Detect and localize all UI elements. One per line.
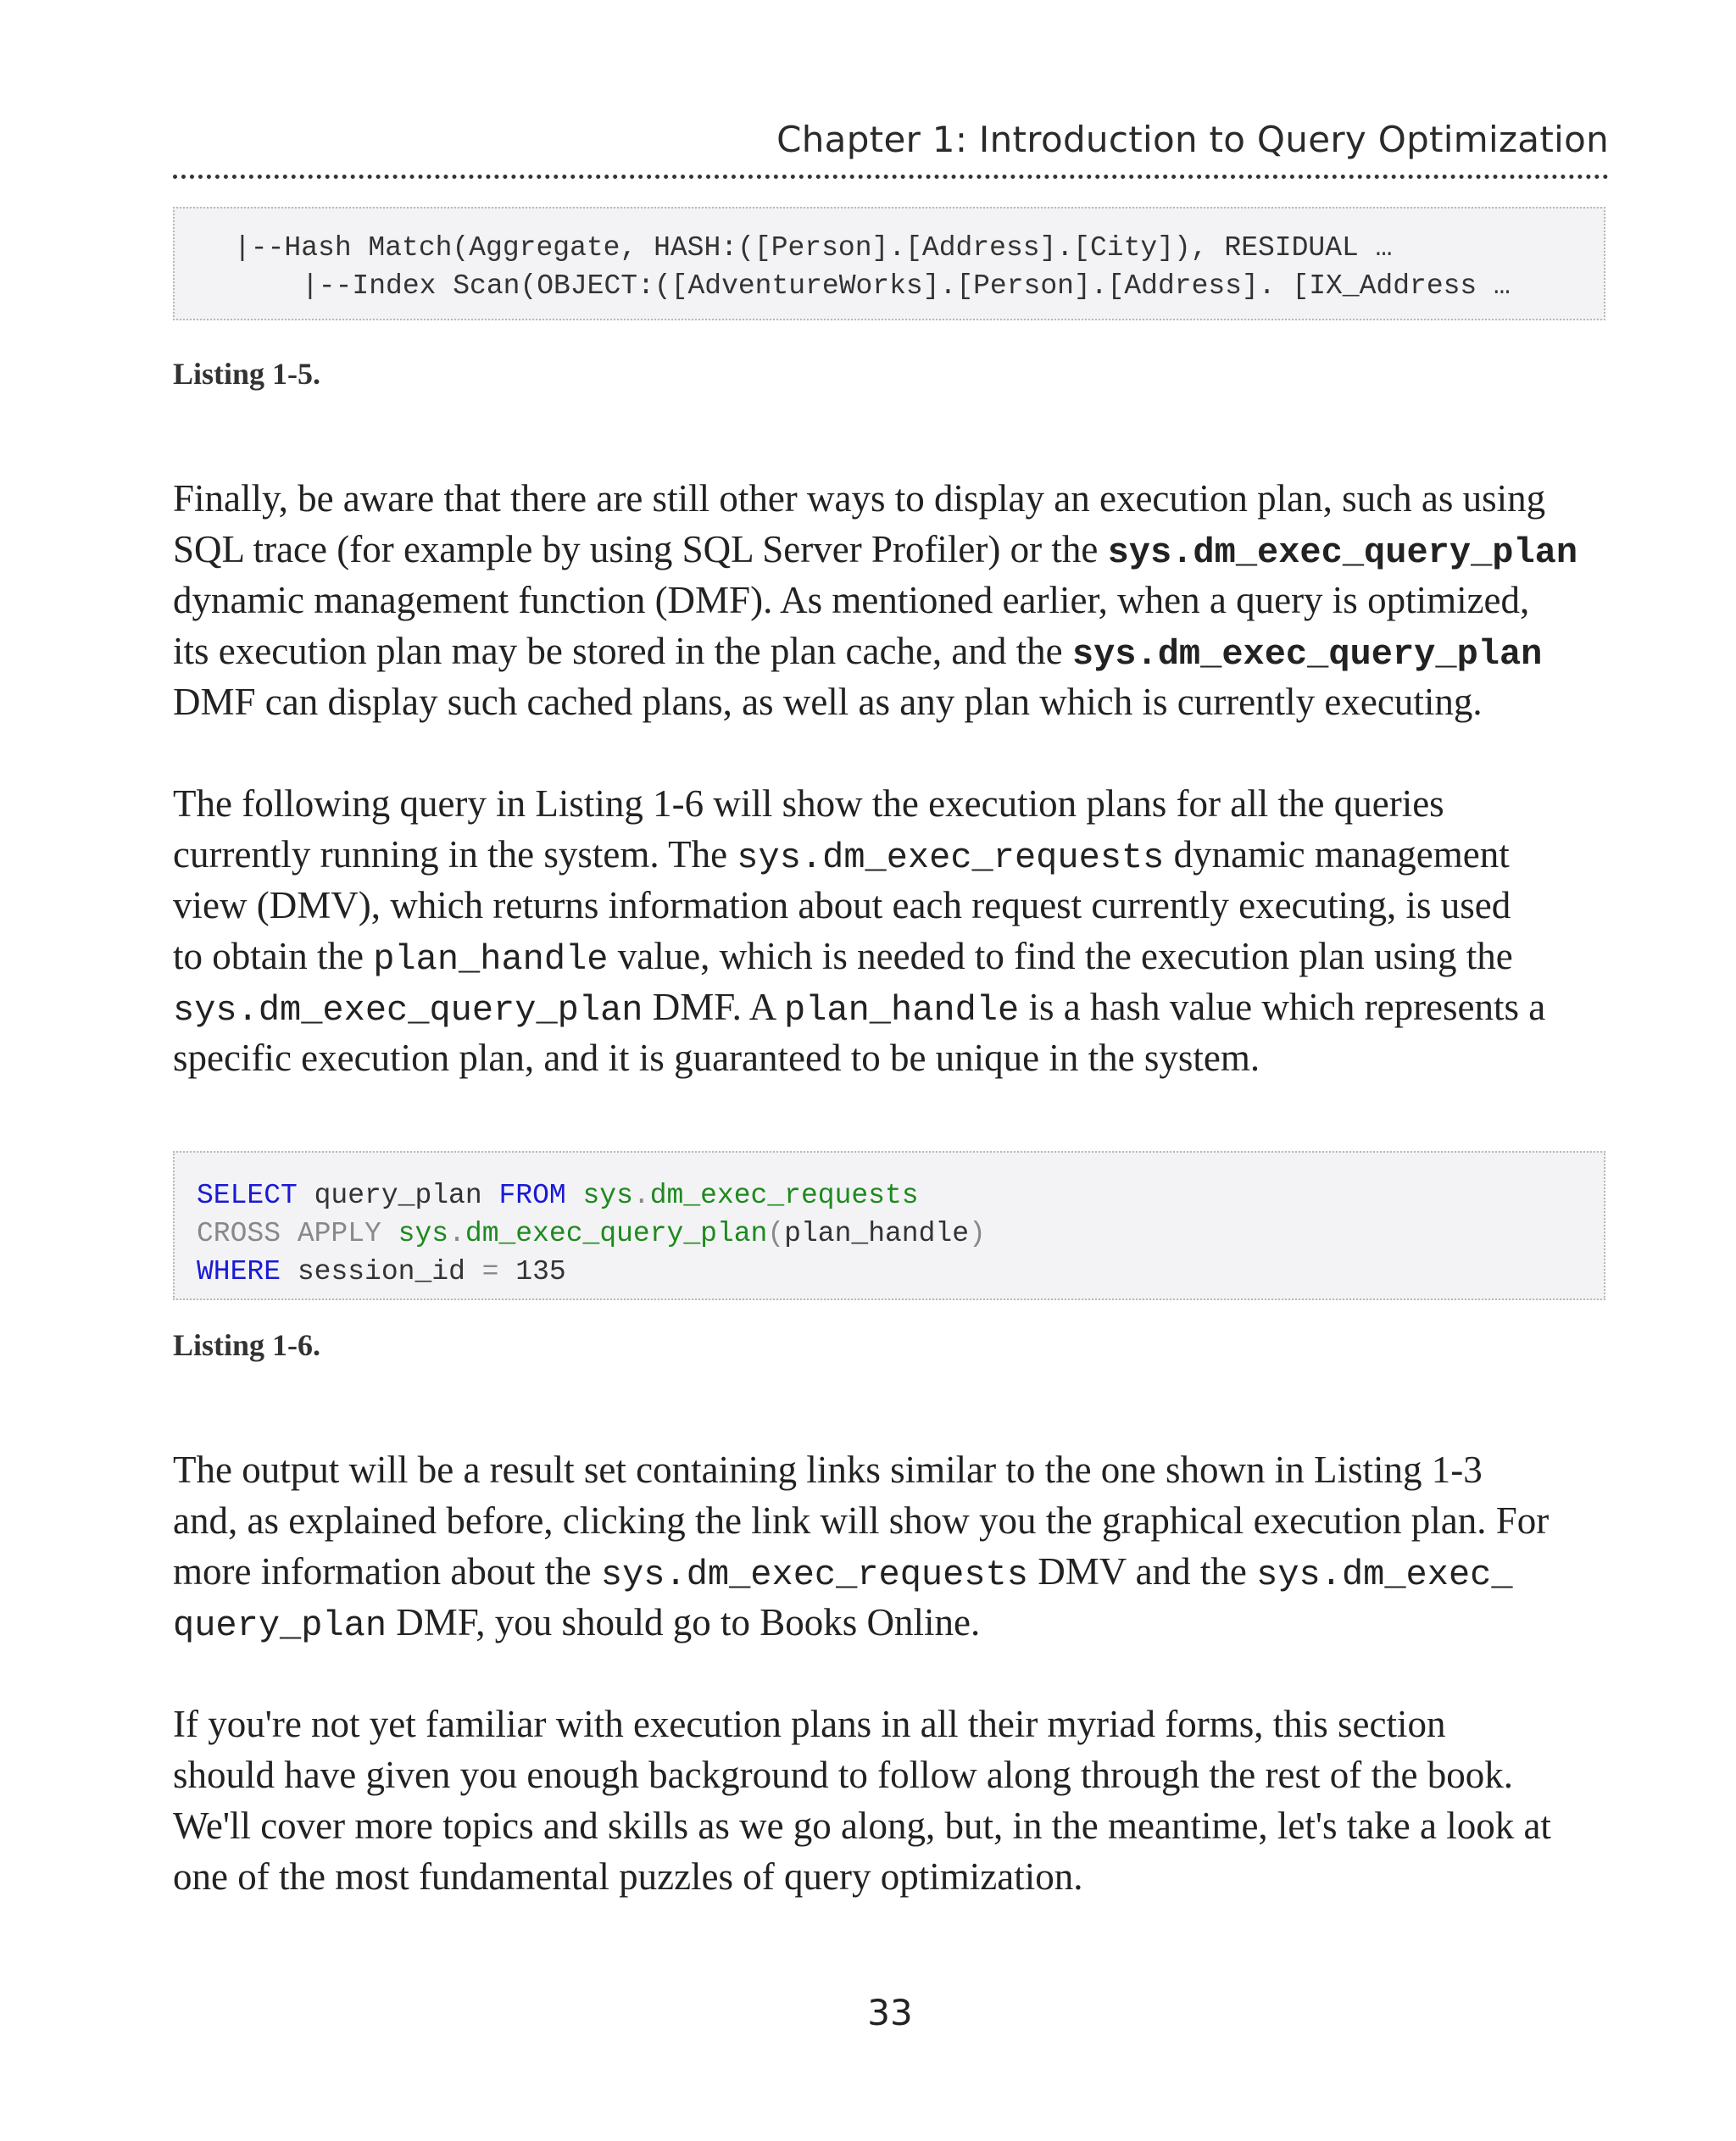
- code-line: |--Index Scan(OBJECT:([AdventureWorks].[Person].[Address]. [IX_Address …: [302, 270, 1511, 302]
- text-line: [173, 630, 1543, 675]
- text-run: its execution plan may be stored in the plan cache, and the: [173, 630, 1072, 672]
- inline-code-plan-handle: plan_handle: [373, 939, 609, 980]
- text-line: [173, 833, 1510, 878]
- sql-object: sys: [582, 1180, 633, 1211]
- sql-keyword: CROSS APPLY: [197, 1218, 381, 1249]
- text-run: SQL trace (for example by using SQL Server Profiler) or the: [173, 528, 1108, 570]
- code-punctuation: .: [448, 1218, 465, 1249]
- text-run: more information about the: [173, 1550, 601, 1593]
- text-run: DMF, you should go to Books Online.: [387, 1601, 981, 1643]
- text-line: [173, 1550, 1513, 1595]
- header-divider: [173, 175, 1609, 179]
- inline-code-dmv: sys.dm_exec_requests: [600, 1554, 1028, 1595]
- inline-code-dmf: sys.dm_exec_query_plan: [1071, 634, 1543, 675]
- sql-keyword: SELECT: [197, 1180, 298, 1211]
- code-punctuation: ): [969, 1218, 986, 1249]
- text-line: DMF can display such cached plans, as well as any plan which is currently executing.: [173, 681, 1483, 723]
- code-token: [381, 1218, 398, 1249]
- code-line: [197, 1182, 919, 1210]
- text-line: [173, 935, 1513, 980]
- code-line: [197, 1220, 986, 1248]
- text-run: DMF. A: [643, 986, 784, 1028]
- text-line: [173, 528, 1578, 573]
- code-punctuation: (: [767, 1218, 785, 1249]
- code-line: [197, 1258, 566, 1286]
- listing-1-6-code-block: [173, 1151, 1605, 1300]
- sql-object: sys: [398, 1218, 449, 1249]
- listing-1-6-caption: Listing 1-6.: [173, 1328, 321, 1362]
- text-line: and, as explained before, clicking the link will show you the graphical execution plan. For: [173, 1499, 1550, 1542]
- text-line: Finally, be aware that there are still other ways to display an execution plan, such as using: [173, 477, 1546, 520]
- text-run: dynamic management: [1164, 833, 1510, 876]
- text-run: currently running in the system. The: [173, 833, 737, 876]
- text-line: [173, 1601, 981, 1646]
- chapter-title: Chapter 1: Introduction to Query Optimization: [776, 119, 1609, 160]
- page-number: 33: [867, 1992, 913, 2033]
- text-line: We'll cover more topics and skills as we go along, but, in the meantime, let's take a look at: [173, 1805, 1551, 1847]
- code-punctuation: .: [632, 1180, 650, 1211]
- text-line: view (DMV), which returns information about each request currently executing, is used: [173, 884, 1511, 926]
- inline-code-dmf: sys.dm_exec_query_plan: [173, 990, 643, 1031]
- text-run: to obtain the: [173, 935, 374, 977]
- code-line: |--Hash Match(Aggregate, HASH:([Person].[Address].[City]), RESIDUAL …: [234, 232, 1393, 264]
- text-line: dynamic management function (DMF). As mentioned earlier, when a query is optimized,: [173, 579, 1530, 621]
- sql-object: dm_exec_requests: [649, 1180, 919, 1211]
- inline-code-dmf: query_plan: [173, 1605, 387, 1646]
- code-token: query_plan: [297, 1180, 499, 1211]
- text-line: The output will be a result set containing links similar to the one shown in Listing 1-3: [173, 1449, 1483, 1491]
- text-line: specific execution plan, and it is guaranteed to be unique in the system.: [173, 1037, 1260, 1079]
- text-line: one of the most fundamental puzzles of query optimization.: [173, 1855, 1083, 1898]
- inline-code-dmf: sys.dm_exec_query_plan: [1107, 532, 1578, 573]
- text-line: [173, 986, 1546, 1031]
- inline-code-dmf: sys.dm_exec_: [1256, 1554, 1513, 1595]
- text-line: The following query in Listing 1-6 will show the execution plans for all the queries: [173, 782, 1444, 825]
- sql-keyword: FROM: [498, 1180, 566, 1211]
- listing-1-5-code-block: [173, 207, 1605, 320]
- code-token: plan_handle: [784, 1218, 970, 1249]
- text-line: If you're not yet familiar with execution plans in all their myriad forms, this section: [173, 1703, 1446, 1745]
- code-token: [566, 1180, 583, 1211]
- code-token: 135: [498, 1256, 566, 1287]
- text-run: value, which is needed to find the execution plan using the: [608, 935, 1513, 977]
- code-operator: =: [481, 1256, 499, 1287]
- sql-object: dm_exec_query_plan: [465, 1218, 768, 1249]
- text-line: should have given you enough background to follow along through the rest of the book.: [173, 1754, 1513, 1796]
- inline-code-dmv: sys.dm_exec_requests: [737, 837, 1165, 878]
- inline-code-plan-handle: plan_handle: [783, 990, 1020, 1031]
- listing-1-5-caption: Listing 1-5.: [173, 357, 321, 391]
- sql-keyword: WHERE: [197, 1256, 281, 1287]
- text-run: is a hash value which represents a: [1019, 986, 1546, 1028]
- code-token: session_id: [281, 1256, 482, 1287]
- text-run: DMV and the: [1027, 1550, 1257, 1593]
